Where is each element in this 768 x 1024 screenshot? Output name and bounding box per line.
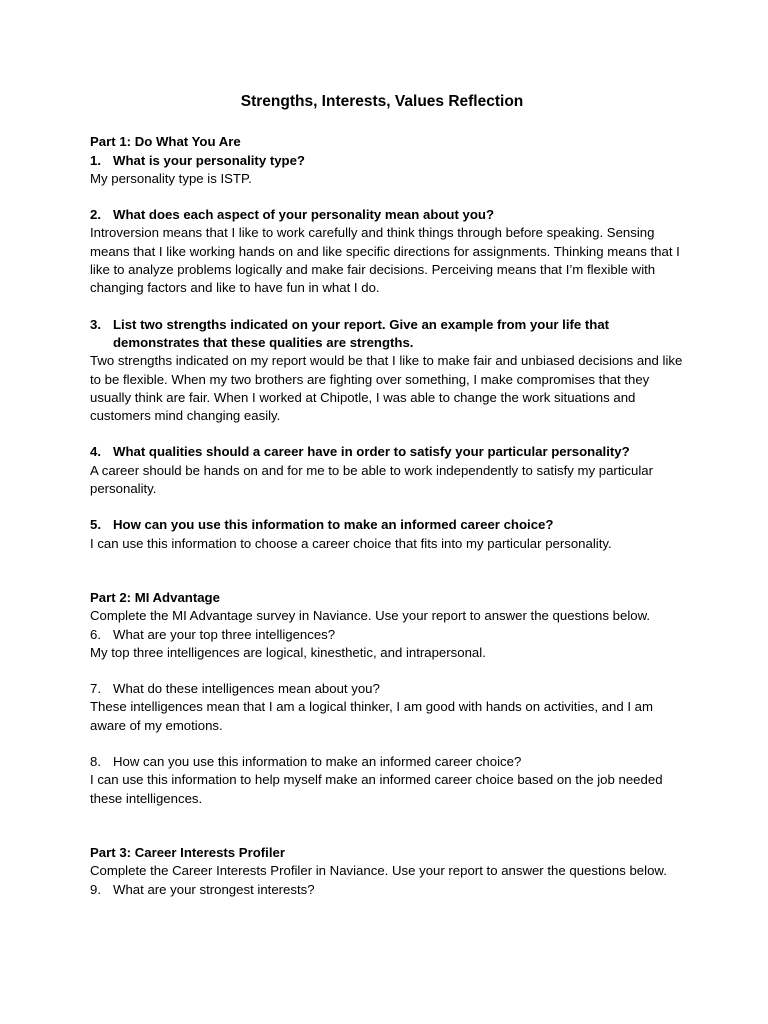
answer-8: I can use this information to help myself make an informed career choice based on the job needed these intelligences. [90, 772, 663, 806]
part3-intro: Complete the Career Interests Profiler in Naviance. Use your report to answer the questions below. [90, 863, 667, 879]
question-1 [90, 152, 690, 170]
question-number: 1. [90, 152, 101, 168]
answer-3: Two strengths indicated on my report would be that I like to make fair and unbiased decisions and like to be flexible. When my two brothers are fighting over something, I make compromises that they usually think are fair. When I worked at Chipotle, I was able to change the work situations and customers mind changing easily. [90, 353, 683, 424]
question-5 [90, 516, 690, 534]
question-9 [90, 881, 690, 899]
part3-heading: Part 3: Career Interests Profiler [90, 844, 285, 860]
question-text: What qualities should a career have in order to satisfy your particular personality? [113, 444, 630, 460]
question-text: What is your personality type? [113, 152, 305, 168]
question-number: 4. [90, 444, 101, 460]
question-number: 6. [90, 626, 101, 642]
answer-7: These intelligences mean that I am a logical thinker, I am good with hands on activities, and I am aware of my emotions. [90, 699, 653, 733]
question-number: 9. [90, 881, 101, 897]
question-8 [90, 753, 690, 771]
document-title: Strengths, Interests, Values Reflection [240, 93, 524, 110]
answer-5: I can use this information to choose a career choice that fits into my particular personality. [90, 535, 612, 551]
question-3 [90, 316, 690, 353]
part2-heading: Part 2: MI Advantage [90, 589, 220, 605]
question-text: How can you use this information to make an informed career choice? [113, 517, 554, 533]
document-body [90, 93, 690, 899]
question-text: What are your strongest interests? [113, 881, 315, 897]
question-text: How can you use this information to make an informed career choice? [113, 754, 522, 770]
question-number: 3. [90, 316, 101, 332]
answer-1: My personality type is ISTP. [90, 170, 252, 186]
part2-intro: Complete the MI Advantage survey in Naviance. Use your report to answer the questions below. [90, 608, 651, 624]
answer-4: A career should be hands on and for me to be able to work independently to satisfy my particular personality. [90, 462, 653, 497]
question-number: 8. [90, 754, 101, 770]
question-4 [90, 443, 690, 461]
part1-heading: Part 1: Do What You Are [90, 134, 241, 150]
question-number: 7. [90, 681, 101, 697]
question-number: 5. [90, 517, 101, 533]
question-text: List two strengths indicated on your report. Give an example from your life that demonstrates that these qualities are strengths. [113, 316, 610, 350]
question-2 [90, 206, 690, 224]
question-6 [90, 626, 690, 644]
question-text: What are your top three intelligences? [113, 626, 336, 642]
question-text: What does each aspect of your personality mean about you? [113, 207, 495, 223]
answer-6: My top three intelligences are logical, kinesthetic, and intrapersonal. [90, 644, 486, 660]
answer-2: Introversion means that I like to work carefully and think things through before speaking. Sensing means that I like working hands on and like specific directions for assignments. Thinking means that I like to analyze problems logically and make fair decisions. Perceiving means that I’m flexible with changing factors and like to have fun in what I do. [90, 225, 680, 296]
question-text: What do these intelligences mean about you? [113, 681, 380, 697]
question-7 [90, 680, 690, 698]
question-number: 2. [90, 207, 101, 223]
